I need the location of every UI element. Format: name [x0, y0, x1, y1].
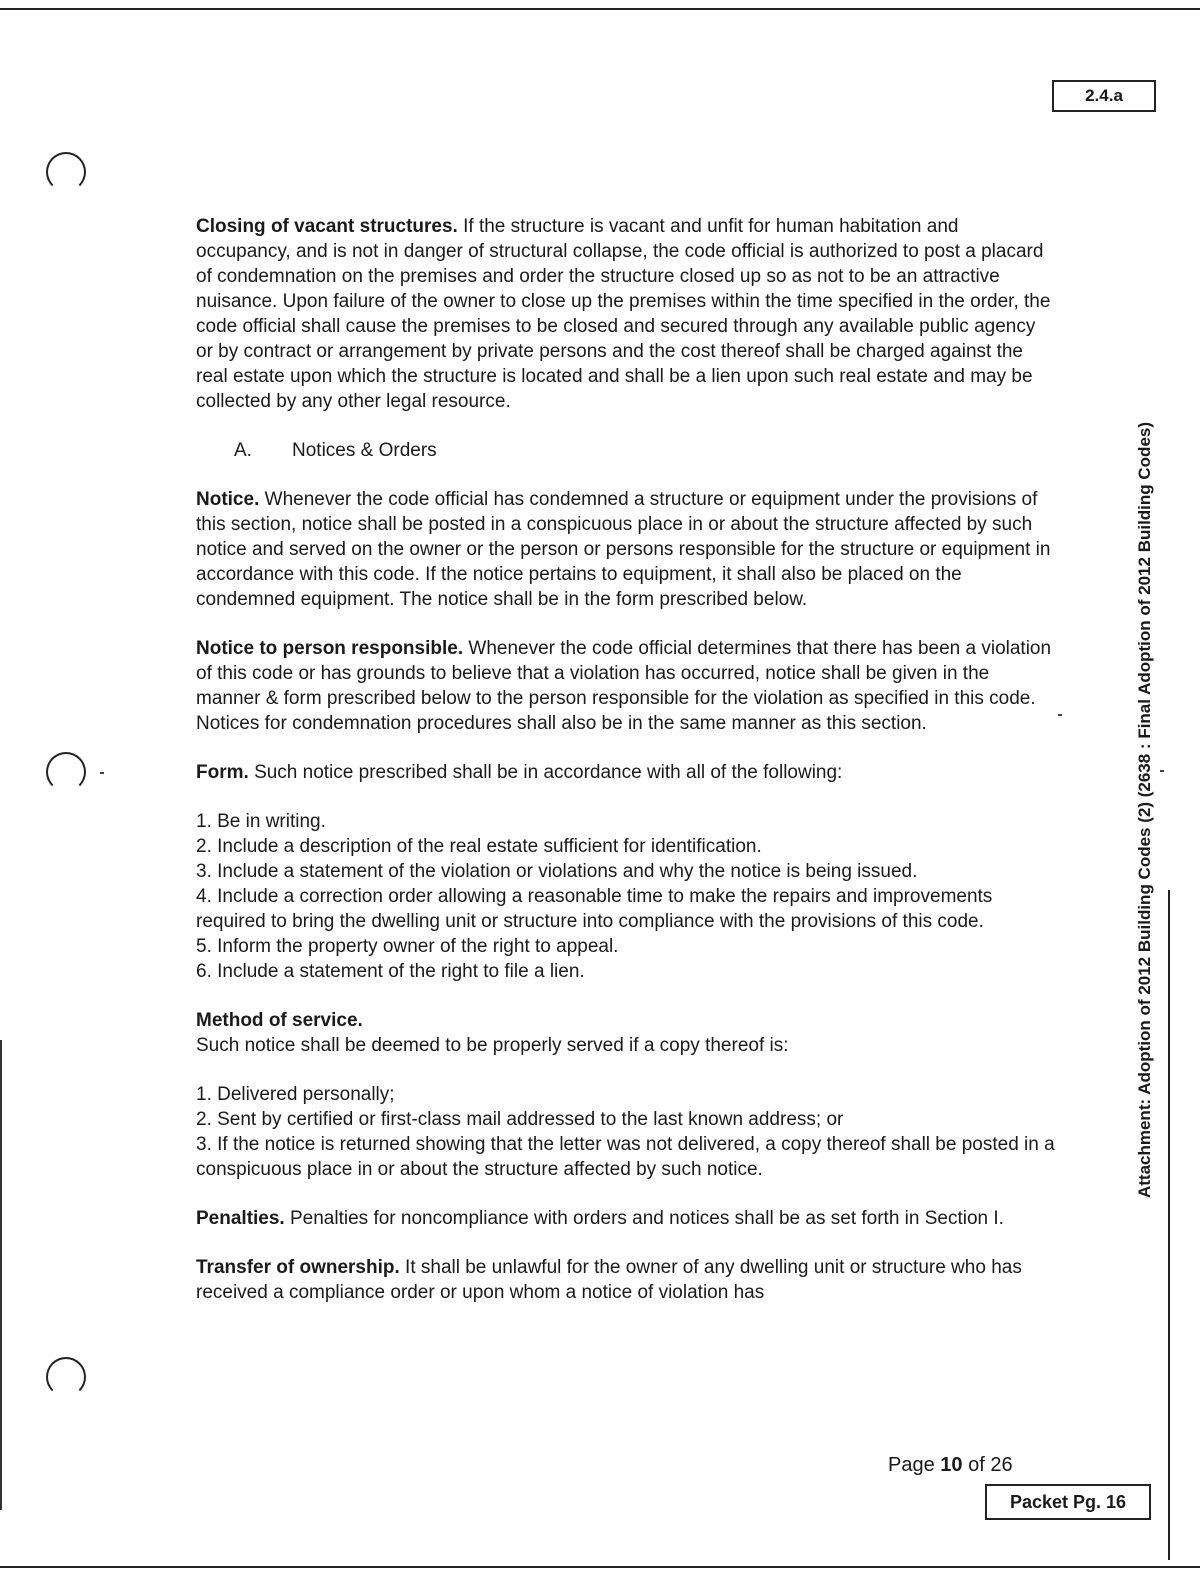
bottom-border-line — [0, 1566, 1200, 1568]
paragraph-text: Such notice shall be deemed to be properly served if a copy thereof is: — [196, 1035, 789, 1056]
paragraph-title: Method of service. — [196, 1010, 363, 1031]
paragraph-title: Penalties. — [196, 1208, 285, 1229]
form-requirements-list — [196, 809, 1056, 984]
binder-hole-icon — [46, 752, 86, 792]
page-prefix: Page — [888, 1454, 935, 1476]
attachment-caption: Attachment: Adoption of 2012 Building Codes (2) (2638 : Final Adoption of 2012 Building Codes) — [1135, 421, 1154, 1199]
service-methods-list — [196, 1082, 1056, 1182]
paragraph-transfer-of-ownership — [196, 1255, 1056, 1305]
subheading-title: Notices & Orders — [292, 440, 437, 461]
top-border-line — [0, 8, 1200, 10]
packet-page-tag: Packet Pg. 16 — [985, 1484, 1151, 1520]
list-item: 6. Include a statement of the right to file a lien. — [196, 961, 585, 982]
list-item: 1. Be in writing. — [196, 811, 326, 832]
list-item: 2. Sent by certified or first-class mail addressed to the last known address; or — [196, 1109, 844, 1130]
list-item: 1. Delivered personally; — [196, 1084, 395, 1105]
page-total: of 26 — [968, 1454, 1013, 1476]
list-item: 2. Include a description of the real estate sufficient for identification. — [196, 836, 762, 857]
left-margin-line — [0, 1040, 2, 1510]
scan-speck — [100, 772, 104, 774]
subheading-letter: A. — [234, 440, 252, 461]
list-item: 3. If the notice is returned showing that the letter was not delivered, a copy thereof shall be posted in a conspicuous place in or about the structure affected by such notice. — [196, 1134, 1055, 1180]
paragraph-title: Notice to person responsible. — [196, 638, 464, 659]
paragraph-title: Transfer of ownership. — [196, 1257, 400, 1278]
list-item: 4. Include a correction order allowing a reasonable time to make the repairs and improvements required to bring the dwelling unit or structure into compliance with the provisions of this code. — [196, 886, 993, 932]
paragraph-text: Such notice prescribed shall be in accordance with all of the following: — [254, 762, 843, 783]
paragraph-method-of-service — [196, 1008, 1056, 1058]
scan-speck — [1058, 714, 1062, 716]
paragraph-notice — [196, 487, 1056, 612]
paragraph-title: Notice. — [196, 489, 260, 510]
binder-hole-icon — [46, 152, 86, 192]
document-body — [196, 214, 1056, 1305]
paragraph-form — [196, 760, 1056, 785]
list-item: 5. Inform the property owner of the right to appeal. — [196, 936, 619, 957]
right-margin-line — [1168, 890, 1170, 1560]
paragraph-notice-person-responsible — [196, 636, 1056, 736]
page-counter — [888, 1452, 1013, 1478]
paragraph-text: Whenever the code official determines that there has been a violation of this code or has grounds to believe that a violation has occurred, notice shall be given in the manner & form prescribed below to the person responsible for the violation as specified in this code. Notices for condemnation procedures shall also be in the same manner as this section. — [196, 638, 1052, 734]
paragraph-penalties — [196, 1206, 1056, 1231]
binder-hole-icon — [46, 1357, 86, 1397]
section-tag: 2.4.a — [1052, 80, 1156, 112]
paragraph-text: Whenever the code official has condemned a structure or equipment under the provisions of this section, notice shall be posted in a conspicuous place in or about the structure affected by such notice and served on the owner or the person or persons responsible for the structure or equipment in accordance with this code. If the notice pertains to equipment, it shall also be placed on the condemned equipment. The notice shall be in the form prescribed below. — [196, 489, 1051, 610]
page-number: 10 — [940, 1454, 963, 1476]
paragraph-text: Penalties for noncompliance with orders and notices shall be as set forth in Section I. — [290, 1208, 1004, 1229]
paragraph-text: If the structure is vacant and unfit for human habitation and occupancy, and is not in danger of structural collapse, the code official is authorized to post a placard of condemnation on the premises and order the structure closed up so as not to be an attractive nuisance. Upon failure of the owner to close up the premises within the time specified in the order, the code official shall cause the premises to be closed and secured through any available public agency or by contract or arrangement by private persons and the cost thereof shall be charged against the real estate upon which the structure is located and shall be a lien upon such real estate and may be collected by any other legal resource. — [196, 216, 1051, 412]
paragraph-closing-vacant-structures — [196, 214, 1056, 414]
subheading-notices-orders — [196, 438, 1056, 463]
list-item: 3. Include a statement of the violation or violations and why the notice is being issued. — [196, 861, 918, 882]
paragraph-text: It shall be unlawful for the owner of any dwelling unit or structure who has received a compliance order or upon whom a notice of violation has — [196, 1257, 1022, 1303]
paragraph-title: Form. — [196, 762, 249, 783]
scan-speck — [1160, 770, 1164, 772]
paragraph-title: Closing of vacant structures. — [196, 216, 458, 237]
